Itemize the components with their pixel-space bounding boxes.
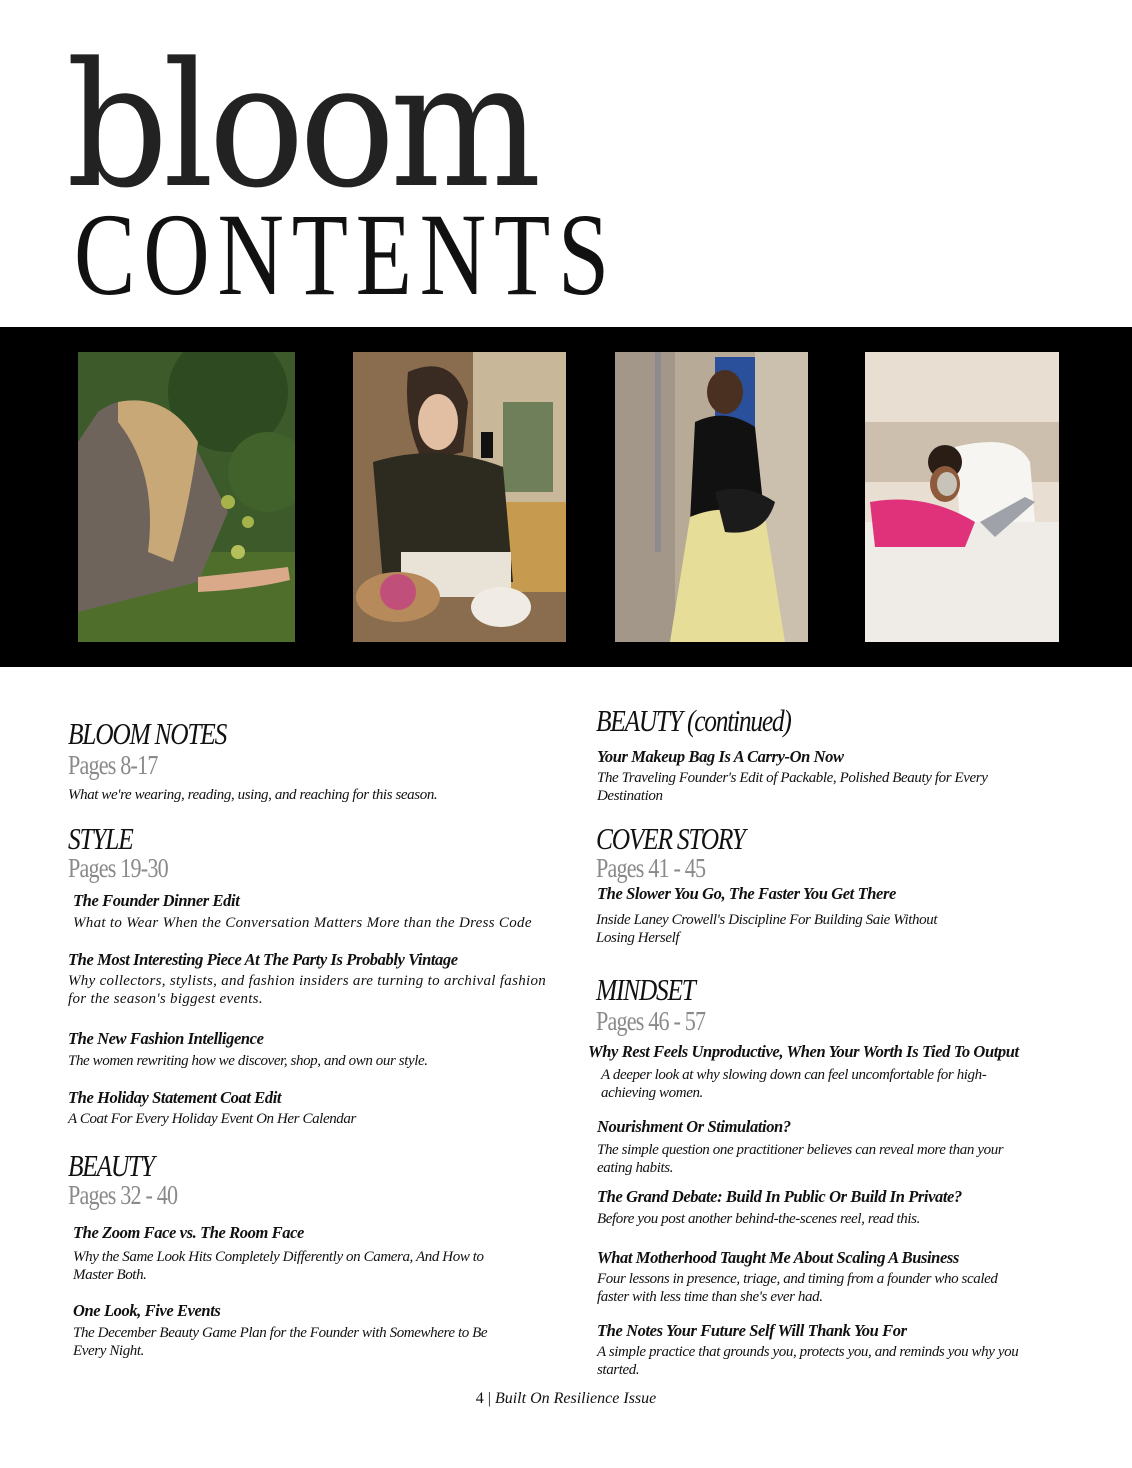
section-title-mindset: MINDSET: [596, 972, 695, 1007]
bloom-notes-description: What we're wearing, reading, using, and reaching for this season.: [68, 787, 438, 803]
article-title[interactable]: Nourishment Or Stimulation?: [597, 1117, 791, 1136]
page-title: CONTENTS: [74, 189, 618, 320]
page-number: 4: [475, 1390, 484, 1407]
article-description: The women rewriting how we discover, shop, and own our style.: [68, 1053, 428, 1069]
article-title[interactable]: The Most Interesting Piece At The Party Is Probably Vintage: [68, 950, 458, 969]
section-pages-cover-story: Pages 41 - 45: [596, 853, 706, 883]
brand-logo: bloom: [66, 25, 536, 226]
woman-street-style-photo: [615, 352, 808, 642]
article-title[interactable]: The New Fashion Intelligence: [68, 1029, 264, 1048]
article-description: The December Beauty Game Plan for the Founder with Somewhere to Be Every Night.: [73, 1325, 488, 1359]
footer-separator: |: [487, 1390, 491, 1407]
section-title-bloom-notes: BLOOM NOTES: [68, 716, 227, 751]
page-footer: [0, 1390, 1132, 1408]
photo-band: [0, 327, 1132, 667]
article-description: Four lessons in presence, triage, and timing from a founder who scaled faster with less time than she's ever had.: [597, 1271, 998, 1305]
section-pages-mindset: Pages 46 - 57: [596, 1006, 706, 1036]
article-title[interactable]: Your Makeup Bag Is A Carry-On Now: [597, 747, 844, 766]
article-title[interactable]: Why Rest Feels Unproductive, When Your Worth Is Tied To Output: [588, 1042, 1019, 1061]
woman-phone-dinner-photo: [353, 352, 566, 642]
article-description: A simple practice that grounds you, protects you, and reminds you why you started.: [597, 1344, 1019, 1378]
section-pages-beauty: Pages 32 - 40: [68, 1180, 178, 1210]
section-title-beauty-continued: BEAUTY (continued): [596, 703, 791, 738]
article-title[interactable]: The Grand Debate: Build In Public Or Build In Private?: [597, 1187, 962, 1206]
issue-name: Built On Resilience Issue: [494, 1390, 657, 1407]
article-title[interactable]: The Notes Your Future Self Will Thank You For: [597, 1321, 907, 1340]
section-pages-bloom-notes: Pages 8-17: [68, 750, 158, 780]
article-title[interactable]: The Founder Dinner Edit: [73, 891, 240, 910]
article-description: The Traveling Founder's Edit of Packable, Polished Beauty for Every Destination: [597, 770, 988, 804]
section-title-cover-story: COVER STORY: [596, 821, 745, 856]
article-description: What to Wear When the Conversation Matters More than the Dress Code: [73, 915, 532, 931]
article-description: Why collectors, stylists, and fashion insiders are turning to archival fashion for the season's biggest events.: [68, 973, 547, 1007]
article-description: Why the Same Look Hits Completely Differently on Camera, And How to Master Both.: [73, 1249, 484, 1283]
article-title[interactable]: The Zoom Face vs. The Room Face: [73, 1223, 304, 1242]
article-title[interactable]: What Motherhood Taught Me About Scaling A Business: [597, 1248, 959, 1267]
article-description: A deeper look at why slowing down can feel uncomfortable for high-achieving women.: [601, 1067, 987, 1101]
woman-picking-fruit-photo: [78, 352, 295, 642]
section-title-style: STYLE: [68, 821, 133, 856]
article-title[interactable]: The Holiday Statement Coat Edit: [68, 1088, 282, 1107]
article-description: Before you post another behind-the-scenes reel, read this.: [597, 1211, 920, 1227]
article-description: A Coat For Every Holiday Event On Her Calendar: [68, 1111, 356, 1127]
section-pages-style: Pages 19-30: [68, 853, 168, 883]
article-description: The simple question one practitioner believes can reveal more than your eating habits.: [597, 1142, 1004, 1176]
article-description: Inside Laney Crowell's Discipline For Building Saie Without Losing Herself: [596, 912, 938, 946]
article-title[interactable]: One Look, Five Events: [73, 1301, 221, 1320]
section-title-beauty: BEAUTY: [68, 1148, 154, 1183]
article-title[interactable]: The Slower You Go, The Faster You Get There: [597, 884, 896, 903]
woman-laptop-bed-photo: [865, 352, 1059, 642]
